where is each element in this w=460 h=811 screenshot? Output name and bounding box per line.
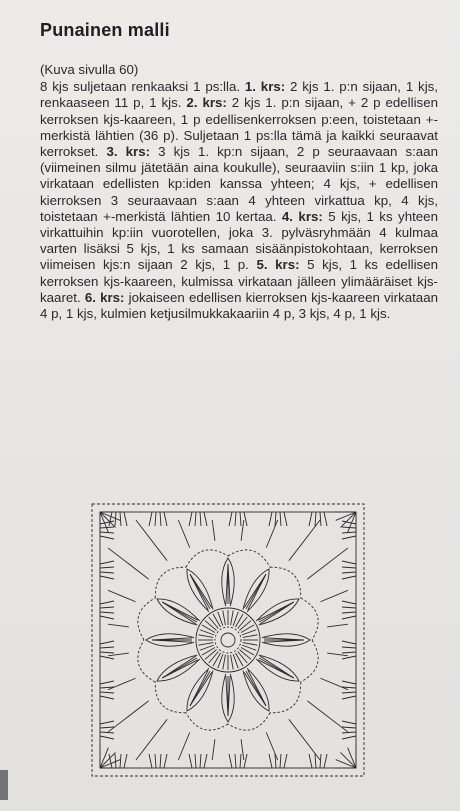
corner-stitch-symbol	[100, 512, 116, 528]
chain-arch-symbol	[186, 713, 228, 730]
edge-stitch-symbol	[155, 754, 156, 768]
edge-stitch-symbol	[204, 754, 207, 768]
edge-stitch-symbol	[280, 512, 281, 526]
stitch-symbol	[108, 653, 129, 656]
edge-stitch-symbol	[100, 561, 114, 564]
stitch-symbol	[307, 548, 348, 579]
edge-stitch-symbol	[100, 572, 114, 573]
edge-stitch-symbol	[244, 754, 247, 768]
edge-stitch-symbol	[100, 641, 114, 644]
chain-arch-symbol	[228, 550, 270, 567]
instruction-text: 5 kjs, 1 ks yhteen virkattuihin kp:iin vuorotellen, joka 3. pylväsryhmään 4 kulmaa varten lisäksi 5 kjs, 1 ks samaan sisäänpistokohtaan, kerroksen viimeisen kjs:n sijaan 2 kjs, 1 p.	[40, 208, 438, 273]
stitch-symbol	[108, 548, 149, 579]
round-marker: 5. krs:	[256, 257, 300, 273]
chain-arch-symbol	[270, 682, 301, 713]
stitch-symbol	[223, 610, 226, 625]
round-marker: 3. krs:	[106, 144, 151, 160]
edge-stitch-symbol	[315, 512, 316, 526]
edge-stitch-symbol	[164, 754, 167, 768]
edge-stitch-symbol	[100, 532, 114, 533]
chain-arch-symbol	[228, 713, 270, 730]
edge-stitch-symbol	[315, 754, 316, 768]
edge-stitch-symbol	[342, 567, 356, 568]
edge-stitch-symbol	[342, 612, 356, 613]
edge-stitch-symbol	[342, 647, 356, 648]
edge-stitch-symbol	[342, 572, 356, 573]
edge-stitch-symbol	[229, 512, 232, 526]
edge-stitch-symbol	[240, 754, 241, 768]
stitch-symbol	[238, 651, 248, 662]
stitch-symbol	[108, 678, 136, 689]
stitch-symbol	[320, 590, 348, 601]
stitch-symbol	[266, 732, 277, 760]
stitch-symbol	[238, 617, 248, 628]
edge-stitch-symbol	[100, 656, 114, 659]
chain-ring-symbol	[215, 627, 241, 653]
edge-stitch-symbol	[342, 732, 356, 733]
edge-stitch-symbol	[100, 652, 114, 653]
edge-stitch-symbol	[124, 754, 127, 768]
round-marker: 6. krs:	[84, 289, 125, 305]
stitch-symbol	[289, 520, 320, 561]
edge-stitch-symbol	[149, 512, 152, 526]
edge-stitch-symbol	[100, 612, 114, 613]
edge-stitch-symbol	[195, 754, 196, 768]
edge-stitch-symbol	[149, 754, 152, 768]
edge-stitch-symbol	[100, 727, 114, 728]
chain-arch-symbol	[270, 567, 301, 598]
edge-stitch-symbol	[235, 512, 236, 526]
edge-stitch-symbol	[284, 754, 287, 768]
corner-stitch-symbol	[340, 752, 356, 768]
edge-stitch-symbol	[284, 512, 287, 526]
square-inner-symbol	[100, 512, 356, 768]
chain-arch-symbol	[301, 640, 318, 682]
instructions-body	[40, 79, 438, 321]
stitch-symbol	[241, 739, 244, 760]
stitch-symbol	[327, 653, 348, 656]
instruction-text: 3 kjs 1. kp:n sijaan, 2 p seuraavaan s:aan (viimeinen silmu jätetään aina koukulle), seuraaviin s:iin 1 kp, joka virkataan edellisten kp:iden kanssa yhteen; 4 kjs, + edellisen kierroksen 3 seuraavaan s:aan 4 yhteen virkattua kp, 4 kjs, toistetaan +-merkistä lähtien 10 kertaa.	[40, 144, 438, 224]
edge-stitch-symbol	[342, 536, 356, 539]
stitch-symbol	[136, 520, 167, 561]
stitch-symbol	[209, 651, 219, 662]
stitch-symbol	[243, 643, 258, 646]
edge-stitch-symbol	[204, 512, 207, 526]
stitch-symbol	[108, 590, 136, 601]
pattern-instructions	[40, 62, 438, 322]
edge-stitch-symbol	[100, 681, 114, 684]
chain-arch-symbol	[138, 640, 155, 682]
stitch-symbol	[178, 732, 189, 760]
round-marker: 1. krs:	[244, 79, 286, 95]
edge-stitch-symbol	[309, 512, 312, 526]
instruction-text: 8 kjs suljetaan renkaaksi 1 ps:lla.	[40, 79, 245, 95]
picture-reference: (Kuva sivulla 60)	[40, 62, 139, 77]
stitch-symbol	[108, 624, 129, 627]
edge-stitch-symbol	[342, 656, 356, 659]
edge-stitch-symbol	[342, 641, 356, 644]
edge-stitch-symbol	[324, 754, 327, 768]
edge-stitch-symbol	[342, 607, 356, 608]
page-edge-mark	[0, 770, 8, 800]
edge-stitch-symbol	[342, 727, 356, 728]
stitch-symbol	[205, 650, 216, 660]
edge-stitch-symbol	[100, 692, 114, 693]
edge-stitch-symbol	[324, 512, 327, 526]
edge-stitch-symbol	[124, 512, 127, 526]
stitch-symbol	[289, 719, 320, 760]
edge-stitch-symbol	[160, 512, 161, 526]
chain-arch-symbol	[186, 550, 228, 567]
stitch-symbol	[231, 655, 234, 670]
stitch-symbol	[198, 635, 213, 638]
stitch-symbol	[136, 719, 167, 760]
edge-stitch-symbol	[100, 732, 114, 733]
edge-stitch-symbol	[120, 754, 121, 768]
edge-stitch-symbol	[244, 512, 247, 526]
edge-stitch-symbol	[342, 532, 356, 533]
edge-stitch-symbol	[100, 607, 114, 608]
edge-stitch-symbol	[280, 754, 281, 768]
edge-stitch-symbol	[155, 512, 156, 526]
stitch-symbol	[212, 520, 215, 541]
stitch-symbol	[223, 655, 226, 670]
stitch-symbol	[178, 520, 189, 548]
edge-stitch-symbol	[320, 512, 321, 526]
edge-stitch-symbol	[342, 721, 356, 724]
edge-stitch-symbol	[160, 754, 161, 768]
stitch-symbol	[327, 624, 348, 627]
instruction-text: jokaiseen edellisen kierroksen kjs-kaareen virkataan 4 p, 1 kjs, kulmien ketjusilmukkakaariin 4 p, 3 kjs, 4 p, 1 kjs.	[40, 289, 438, 322]
edge-stitch-symbol	[342, 692, 356, 693]
edge-stitch-symbol	[100, 567, 114, 568]
chain-arch-symbol	[301, 598, 318, 640]
center-ring-symbol	[221, 633, 235, 647]
edge-stitch-symbol	[120, 512, 121, 526]
edge-stitch-symbol	[342, 696, 356, 699]
edge-stitch-symbol	[269, 512, 272, 526]
edge-stitch-symbol	[195, 512, 196, 526]
edge-stitch-symbol	[189, 512, 192, 526]
stitch-symbol	[243, 635, 258, 638]
stitch-symbol	[209, 617, 219, 628]
edge-stitch-symbol	[229, 754, 232, 768]
stitch-symbol	[231, 610, 234, 625]
edge-stitch-symbol	[309, 754, 312, 768]
edge-stitch-symbol	[100, 601, 114, 604]
edge-stitch-symbol	[100, 647, 114, 648]
stitch-symbol	[307, 701, 348, 732]
square-frame-symbol	[92, 504, 364, 776]
edge-stitch-symbol	[100, 576, 114, 579]
pattern-title: Punainen malli	[40, 20, 170, 40]
stitch-symbol	[241, 520, 244, 541]
instruction-text: 5 kjs, 1 ks edellisen kerroksen kjs-kaareen, kulmissa virkataan jälleen ylimääräiset kjs-kaaret.	[40, 257, 438, 305]
edge-stitch-symbol	[342, 561, 356, 564]
stitch-symbol	[239, 621, 250, 631]
edge-stitch-symbol	[100, 696, 114, 699]
instruction-text: 2 kjs 1. p:n sijaan, + 2 p edellisen kerroksen kjs-kaareen, 1 p edellisenkerroksen p:een, toistetaan +-merkistä lähtien (36 p). Suljetaan 1 ps:lla tämä ja kaikki seuraavat kerrokset.	[40, 95, 438, 160]
edge-stitch-symbol	[200, 512, 201, 526]
edge-stitch-symbol	[342, 576, 356, 579]
chain-arch-symbol	[138, 598, 155, 640]
edge-stitch-symbol	[342, 616, 356, 619]
edge-stitch-symbol	[100, 536, 114, 539]
edge-stitch-symbol	[240, 512, 241, 526]
chain-arch-symbol	[155, 682, 186, 713]
edge-stitch-symbol	[100, 721, 114, 724]
corner-stitch-symbol	[100, 752, 116, 768]
stitch-symbol	[212, 739, 215, 760]
stitch-symbol	[239, 650, 250, 660]
instruction-text: 2 kjs 1. p:n sijaan, 1 kjs, renkaaseen 11 p, 1 kjs.	[40, 79, 438, 111]
stitch-symbol	[198, 643, 213, 646]
edge-stitch-symbol	[200, 754, 201, 768]
stitch-symbol	[108, 701, 149, 732]
edge-stitch-symbol	[342, 681, 356, 684]
edge-stitch-symbol	[320, 754, 321, 768]
stitch-symbol	[205, 621, 216, 631]
round-marker: 4. krs:	[281, 208, 323, 224]
edge-stitch-symbol	[269, 754, 272, 768]
stitch-symbol	[320, 678, 348, 689]
edge-stitch-symbol	[235, 754, 236, 768]
edge-stitch-symbol	[100, 616, 114, 619]
corner-stitch-symbol	[340, 512, 356, 528]
edge-stitch-symbol	[164, 512, 167, 526]
edge-stitch-symbol	[100, 736, 114, 739]
edge-stitch-symbol	[342, 652, 356, 653]
crochet-chart-diagram	[78, 490, 378, 790]
round-marker: 2. krs:	[186, 95, 227, 111]
edge-stitch-symbol	[189, 754, 192, 768]
chain-arch-symbol	[155, 567, 186, 598]
stitch-symbol	[266, 520, 277, 548]
edge-stitch-symbol	[342, 601, 356, 604]
edge-stitch-symbol	[342, 736, 356, 739]
